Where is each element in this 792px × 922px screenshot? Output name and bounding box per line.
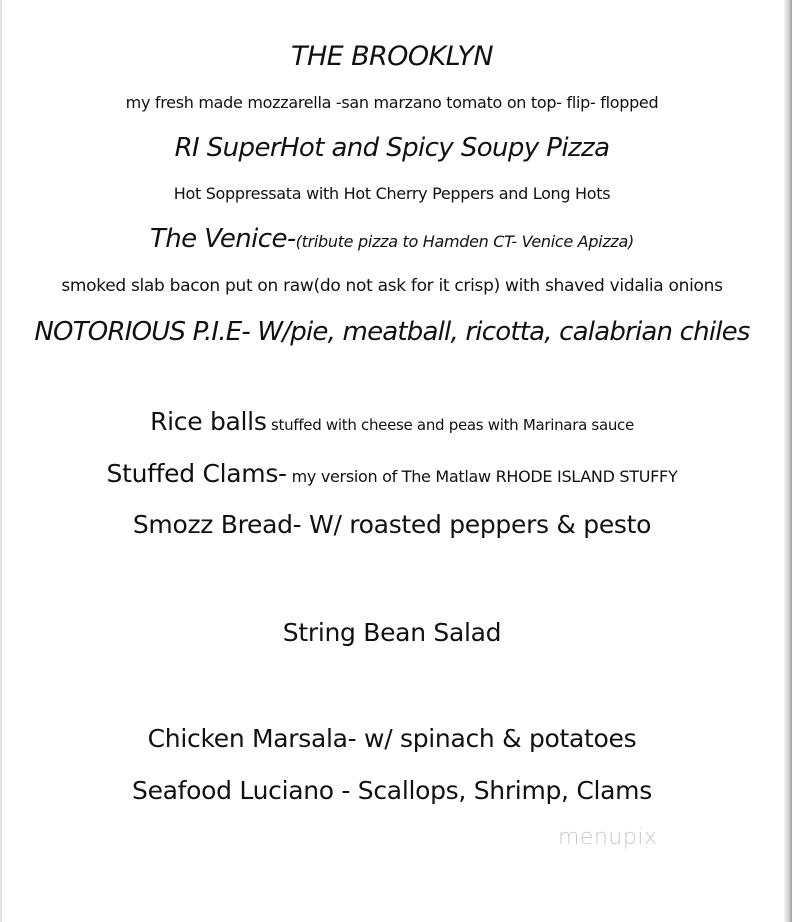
string-bean-salad-item: String Bean Salad [282,618,502,647]
chicken-marsala-item: Chicken Marsala- w/ spinach & potatoes [147,724,637,753]
stuffed-clams-title: Stuffed Clams- [106,459,287,488]
venice-pizza-title: The Venice- [150,224,296,254]
brooklyn-description: my fresh made mozzarella -san marzano tomato on top- flip- flopped [125,93,659,112]
rice-balls-item [0,407,784,436]
page-right-edge [784,0,792,922]
stuffed-clams-description: my version of The Matlaw RHODE ISLAND STUFFY [286,467,678,486]
venice-pizza-description: smoked slab bacon put on raw(do not ask for it crisp) with shaved vidalia onions [61,276,723,296]
superhot-pizza-title: RI SuperHot and Spicy Soupy Pizza [174,133,610,163]
notorious-pie-title: NOTORIOUS P.I.E- W/pie, meatball, ricotta, calabrian chiles [34,317,750,347]
stuffed-clams-item [0,459,784,488]
rice-balls-description: stuffed with cheese and peas with Marinara sauce [266,416,634,434]
rice-balls-title: Rice balls [150,407,267,436]
brooklyn-title: THE BROOKLYN [291,41,493,72]
venice-pizza-note: (tribute pizza to Hamden CT- Venice Apizza) [295,232,634,251]
seafood-luciano-item: Seafood Luciano - Scallops, Shrimp, Clams [132,776,652,805]
smozz-bread-item: Smozz Bread- W/ roasted peppers & pesto [132,510,652,539]
superhot-pizza-description: Hot Soppressata with Hot Cherry Peppers and Long Hots [173,184,611,203]
venice-pizza-heading [0,224,784,254]
menupix-watermark: menupix [558,825,658,850]
